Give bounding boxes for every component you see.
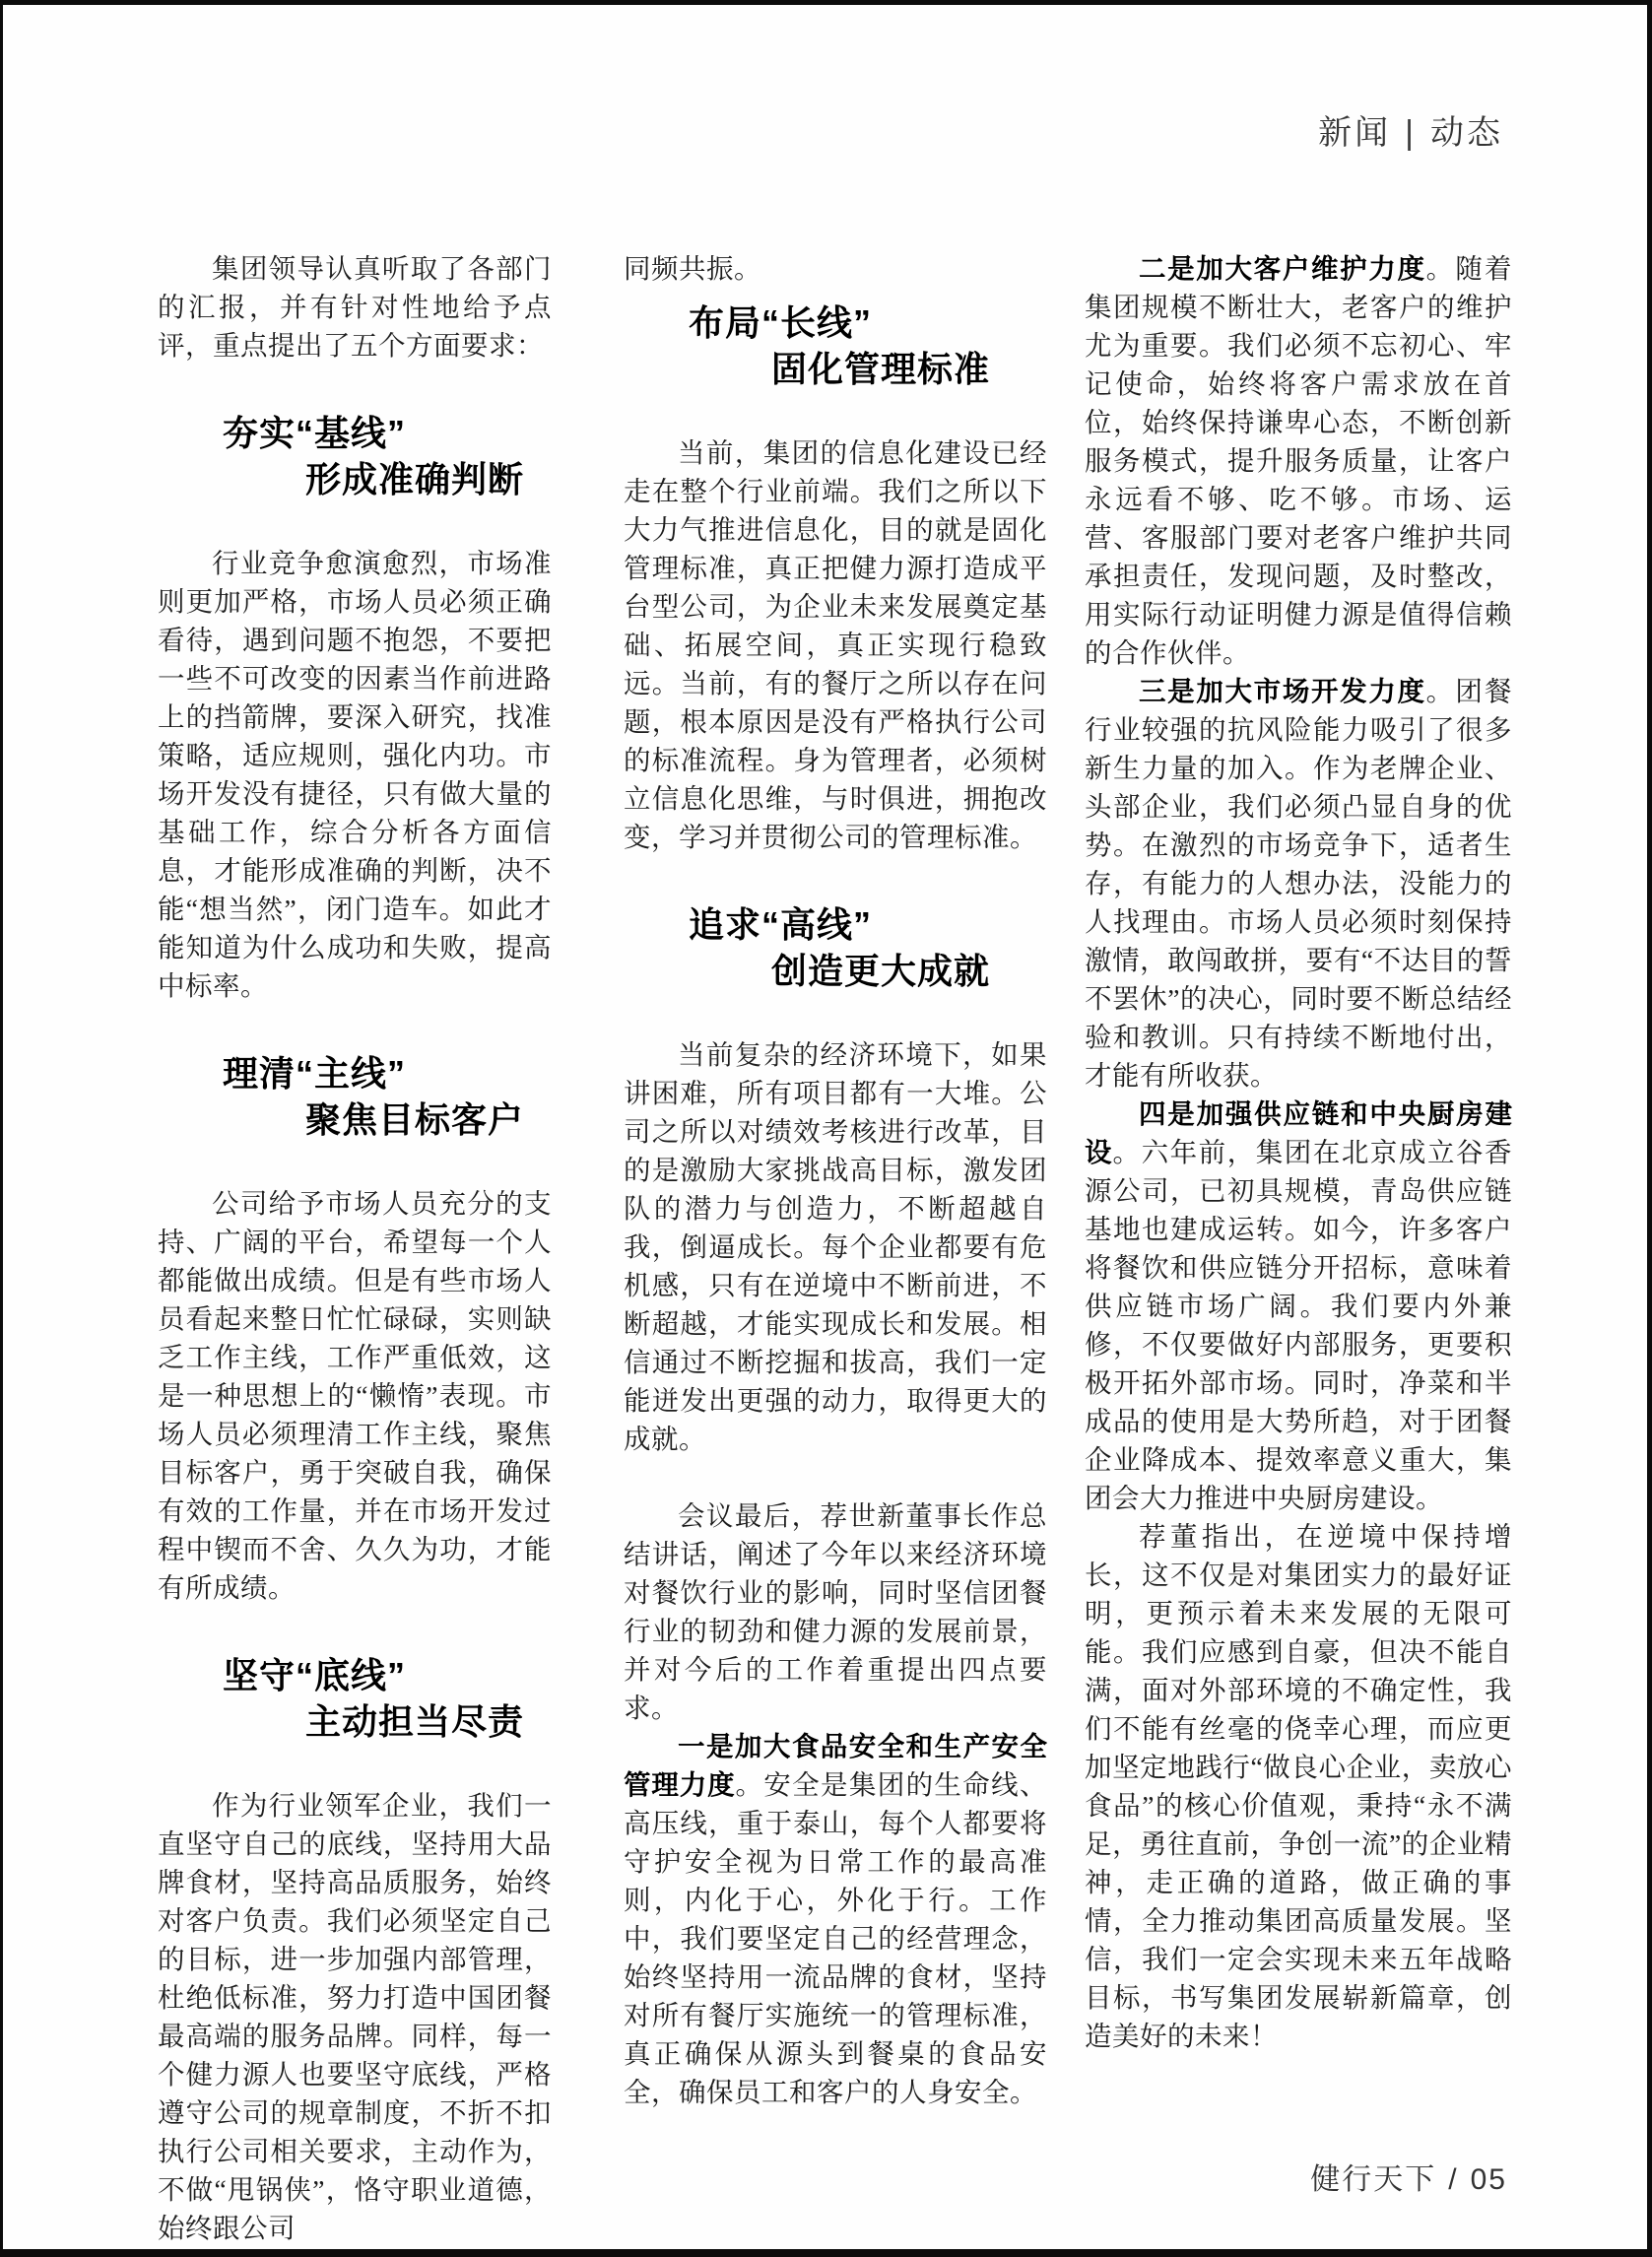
subheading-line2: 固化管理标准 xyxy=(771,349,991,389)
paragraph-text: 。安全是集团的生命线、高压线，重于泰山，每个人都要将守护安全视为日常工作的最高准则，内化于心，外化于行。工作中，我们要坚定自己的经营理念，始终坚持用一流品牌的食材，坚持对所有餐厅实施统一的管理标准，真正确保从源头到餐桌的食品安全，确保员工和客户的人身安全。 xyxy=(624,1769,1048,2107)
text-column-1 xyxy=(158,249,552,2247)
paragraph-text: 会议最后，荐世新董事长作总结讲话，阐述了今年以来经济环境对餐饮行业的影响，同时坚信团餐行业的韧劲和健力源的发展前景，并对今后的工作着重提出四点要求。 xyxy=(624,1500,1047,1723)
point-lead: 四是加强供应链和中央厨房建设 xyxy=(1085,1098,1512,1167)
subheading-line2: 创造更大成就 xyxy=(771,951,991,991)
magazine-title: 健行天下 xyxy=(1310,2163,1437,2196)
subheading-line1: 追求“高线” xyxy=(689,904,873,945)
numbered-point-paragraph xyxy=(1085,249,1512,672)
section-label-right: 动态 xyxy=(1430,114,1503,152)
paragraph-text: 当前复杂的经济环境下，如果讲困难，所有项目都有一大堆。公司之所以对绩效考核进行改革，目的是激励大家挑战高目标，激发团队的潜力与创造力，不断超越自我，倒逼成长。每个企业都要有危机感，只有在逆境中不断前进，不断超越，才能实现成长和发展。相信通过不断挖掘和拔高，我们一定能迸发出更强的动力，取得更大的成就。 xyxy=(624,1039,1047,1454)
paragraph xyxy=(624,249,1047,288)
page-number: 05 xyxy=(1470,2163,1507,2196)
paragraph-text: 集团领导认真听取了各部门的汇报，并有针对性地给予点评，重点提出了五个方面要求： xyxy=(158,253,552,361)
subheading-line1: 夯实“基线” xyxy=(223,413,407,453)
paragraph-text: 。六年前，集团在北京成立谷香源公司，已初具规模，青岛供应链基地也建成运转。如今，许多客户将餐饮和供应链分开招标，意味着供应链市场广阔。我们要内外兼修，不仅要做好内部服务，更要积极开拓外部市场。同时，净菜和半成品的使用是大势所趋，对于团餐企业降成本、提效率意义重大，集团会大力推进中央厨房建设。 xyxy=(1085,1137,1513,1513)
subheading-line2: 主动担当尽责 xyxy=(305,1701,525,1742)
paragraph-text: 当前，集团的信息化建设已经走在整个行业前端。我们之所以下大力气推进信息化，目的就是固化管理标准，真正把健力源打造成平台型公司，为企业未来发展奠定基础、拓展空间，真正实现行稳致远。当前，有的餐厅之所以存在问题，根本原因是没有严格执行公司的标准流程。身为管理者，必须树立信息化思维，与时俱进，拥抱改变，学习并贯彻公司的管理标准。 xyxy=(624,437,1047,852)
subheading xyxy=(158,410,552,502)
subheading-line2: 形成准确判断 xyxy=(305,459,525,499)
paragraph-text: 。随着集团规模不断壮大，老客户的维护尤为重要。我们必须不忘初心、牢记使命，始终将客户需求放在首位，始终保持谦卑心态，不断创新服务模式，提升服务质量，让客户永远看不够、吃不够。市场、运营、客服部门要对老客户维护共同承担责任，发现问题，及时整改，用实际行动证明健力源是值得信赖的合作伙伴。 xyxy=(1085,253,1513,668)
subheading-line1: 坚守“底线” xyxy=(223,1655,407,1695)
text-column-2 xyxy=(624,249,1047,2111)
section-divider: | xyxy=(1405,114,1417,152)
footer-divider: / xyxy=(1448,2163,1459,2196)
paragraph xyxy=(1085,1517,1512,2055)
paragraph-text: 作为行业领军企业，我们一直坚守自己的底线，坚持用大品牌食材，坚持高品质服务，始终对客户负责。我们必须坚定自己的目标，进一步加强内部管理，杜绝低标准，努力打造中国团餐最高端的服务品牌。同样，每一个健力源人也要坚守底线，严格遵守公司的规章制度，不折不扣执行公司相关要求，主动作为，不做“甩锅侠”，恪守职业道德，始终跟公司 xyxy=(158,1790,552,2243)
paragraph xyxy=(158,249,552,365)
text-column-3 xyxy=(1085,249,1512,2055)
point-lead: 一是加大食品安全和生产安全管理力度 xyxy=(624,1731,1047,1800)
paragraph-text: 公司给予市场人员充分的支持、广阔的平台，希望每一个人都能做出成绩。但是有些市场人员看起来整日忙忙碌碌，实则缺乏工作主线，工作严重低效，这是一种思想上的“懒惰”表现。市场人员必须理清工作主线，聚焦目标客户，勇于突破自我，确保有效的工作量，并在市场开发过程中锲而不舍、久久为功，才能有所成绩。 xyxy=(158,1188,552,1603)
subheading-line1: 布局“长线” xyxy=(689,302,873,343)
paragraph-text: 同频共振。 xyxy=(624,253,761,284)
paragraph xyxy=(624,433,1047,856)
paragraph-text: 荐董指出，在逆境中保持增长，这不仅是对集团实力的最好证明，更预示着未来发展的无限可能。我们应感到自豪，但决不能自满，面对外部环境的不确定性，我们不能有丝毫的侥幸心理，而应更加坚定地践行“做良心企业，卖放心食品”的核心价值观，秉持“永不满足，勇往直前，争创一流”的企业精神，走正确的道路，做正确的事情，全力推动集团高质量发展。坚信，我们一定会实现未来五年战略目标，书写集团发展崭新篇章，创造美好的未来！ xyxy=(1085,1521,1512,2051)
point-lead: 三是加大市场开发力度 xyxy=(1139,676,1426,706)
subheading-line1: 理清“主线” xyxy=(223,1053,407,1094)
numbered-point-paragraph xyxy=(1085,1095,1512,1517)
point-lead: 二是加大客户维护力度 xyxy=(1139,253,1426,284)
subheading xyxy=(624,901,1047,994)
paragraph xyxy=(624,1496,1047,1727)
paragraph-text: 。团餐行业较强的抗风险能力吸引了很多新生力量的加入。作为老牌企业、头部企业，我们必须凸显自身的优势。在激烈的市场竞争下，适者生存，有能力的人想办法，没能力的人找理由。市场人员必须时刻保持激情，敢闯敢拼，要有“不达目的誓不罢休”的决心，同时要不断总结经验和教训。只有持续不断地付出，才能有所收获。 xyxy=(1085,676,1513,1091)
subheading xyxy=(158,1050,552,1143)
paragraph xyxy=(158,544,552,1005)
paragraph-text: 行业竞争愈演愈烈，市场准则更加严格，市场人员必须正确看待，遇到问题不抱怨，不要把一些不可改变的因素当作前进路上的挡箭牌，要深入研究，找准策略，适应规则，强化内功。市场开发没有捷径，只有做大量的基础工作，综合分析各方面信息，才能形成准确的判断，决不能“想当然”，闭门造车。如此才能知道为什么成功和失败，提高中标率。 xyxy=(158,548,552,1001)
numbered-point-paragraph xyxy=(1085,672,1512,1095)
paragraph xyxy=(158,1184,552,1607)
subheading xyxy=(624,299,1047,392)
subheading-line2: 聚焦目标客户 xyxy=(305,1099,525,1140)
section-label-left: 新闻 xyxy=(1318,114,1392,152)
section-header xyxy=(1318,105,1503,154)
numbered-point-paragraph xyxy=(624,1727,1047,2111)
paragraph xyxy=(624,1035,1047,1458)
page-footer xyxy=(1310,2155,1507,2198)
subheading xyxy=(158,1652,552,1745)
paragraph xyxy=(158,1786,552,2247)
